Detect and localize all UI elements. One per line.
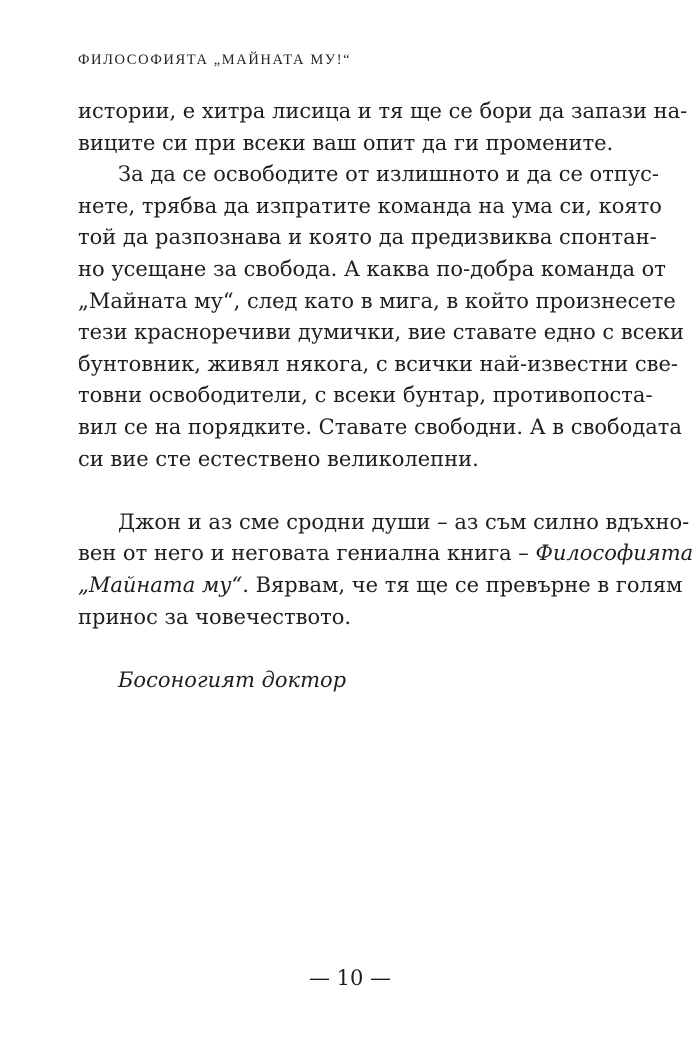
signature-spacer xyxy=(78,633,612,665)
paragraph-3-line-2 xyxy=(78,538,694,570)
paragraph-2-line-5: „Майната му“, след като в мига, в който произнесете xyxy=(78,288,676,313)
book-title-part-2: „Майната му“ xyxy=(78,572,243,597)
paragraph-2-line-9: вил се на порядките. Ставате свободни. А в свободата xyxy=(78,414,682,439)
paragraph-3-line-3-text: . Вярвам, че тя ще се превърне в голям xyxy=(242,572,683,597)
page-number: — 10 — xyxy=(308,966,392,990)
paragraph-3-line-1: Джон и аз сме сродни души – аз съм силно вдъхно- xyxy=(118,509,690,534)
paragraph-3-line-2-text: вен от него и неговата гениална книга – xyxy=(78,541,536,566)
paragraph-2-line-10: си вие сте естествено великолепни. xyxy=(78,446,479,471)
paragraph-2-line-3: той да разпознава и която да предизвиква спонтан- xyxy=(78,225,657,250)
paragraph-2-line-1: За да се освободите от излишното и да се отпус- xyxy=(118,162,660,187)
book-title-part-1: Философията xyxy=(535,541,694,566)
signature: Босоногият доктор xyxy=(118,667,347,692)
body-text xyxy=(78,96,694,696)
paragraph-3-line-3 xyxy=(78,570,683,602)
paragraph-1-line-2: виците си при всеки ваш опит да ги промените. xyxy=(78,130,614,155)
paragraph-2-line-4: но усещане за свобода. А каква по-добра команда от xyxy=(78,256,666,281)
paragraph-2-line-8: товни освободители, с всеки бунтар, противопоста- xyxy=(78,383,653,408)
paragraph-1-line-1: истории, е хитра лисица и тя ще се бори да запази на- xyxy=(78,99,688,123)
paragraph-2-line-7: бунтовник, живял някога, с всички най-известни све- xyxy=(78,351,678,376)
paragraph-2-line-2: нете, трябва да изпратите команда на ума си, която xyxy=(78,193,662,218)
paragraph-spacer xyxy=(78,475,612,507)
paragraph-2-line-6: тези красноречиви думички, вие ставате едно с всеки xyxy=(78,320,685,345)
running-head: ФИЛОСОФИЯТА „МАЙНАТА МУ!“ xyxy=(78,52,352,68)
paragraph-3-line-4: принос за човечеството. xyxy=(78,604,352,629)
